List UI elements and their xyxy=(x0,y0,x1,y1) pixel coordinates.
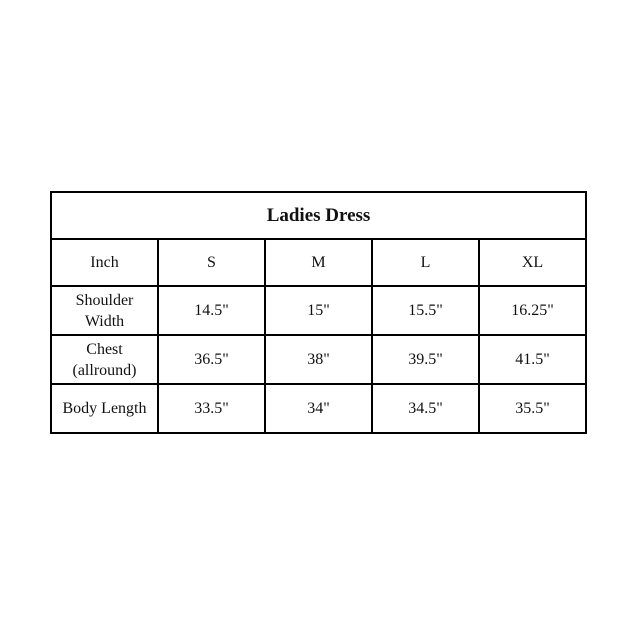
table-cell: 34" xyxy=(265,384,372,433)
table-row-body-length xyxy=(51,384,586,433)
size-header-s: S xyxy=(158,239,265,286)
table-cell: 14.5" xyxy=(158,286,265,335)
row-label: Body Length xyxy=(51,384,158,433)
table-row-chest xyxy=(51,335,586,384)
table-row-shoulder-width xyxy=(51,286,586,335)
table-cell: 16.25" xyxy=(479,286,586,335)
table-cell: 15" xyxy=(265,286,372,335)
row-label-line: (allround) xyxy=(72,361,137,379)
table-cell: 41.5" xyxy=(479,335,586,384)
table-cell: 35.5" xyxy=(479,384,586,433)
table-cell: 39.5" xyxy=(372,335,479,384)
table-cell: 15.5" xyxy=(372,286,479,335)
table-cell: 38" xyxy=(265,335,372,384)
size-chart-table xyxy=(50,191,587,434)
size-header-xl: XL xyxy=(479,239,586,286)
row-label xyxy=(51,286,158,335)
size-header-m: M xyxy=(265,239,372,286)
row-label xyxy=(51,335,158,384)
table-cell: 34.5" xyxy=(372,384,479,433)
row-label-line: Width xyxy=(84,312,125,330)
table-cell: 33.5" xyxy=(158,384,265,433)
table-title: Ladies Dress xyxy=(51,192,586,239)
size-header-l: L xyxy=(372,239,479,286)
size-header-row xyxy=(51,239,586,286)
row-label-line: Chest xyxy=(86,340,123,358)
table-cell: 36.5" xyxy=(158,335,265,384)
unit-label: Inch xyxy=(51,239,158,286)
row-label-line: Shoulder xyxy=(75,291,134,309)
